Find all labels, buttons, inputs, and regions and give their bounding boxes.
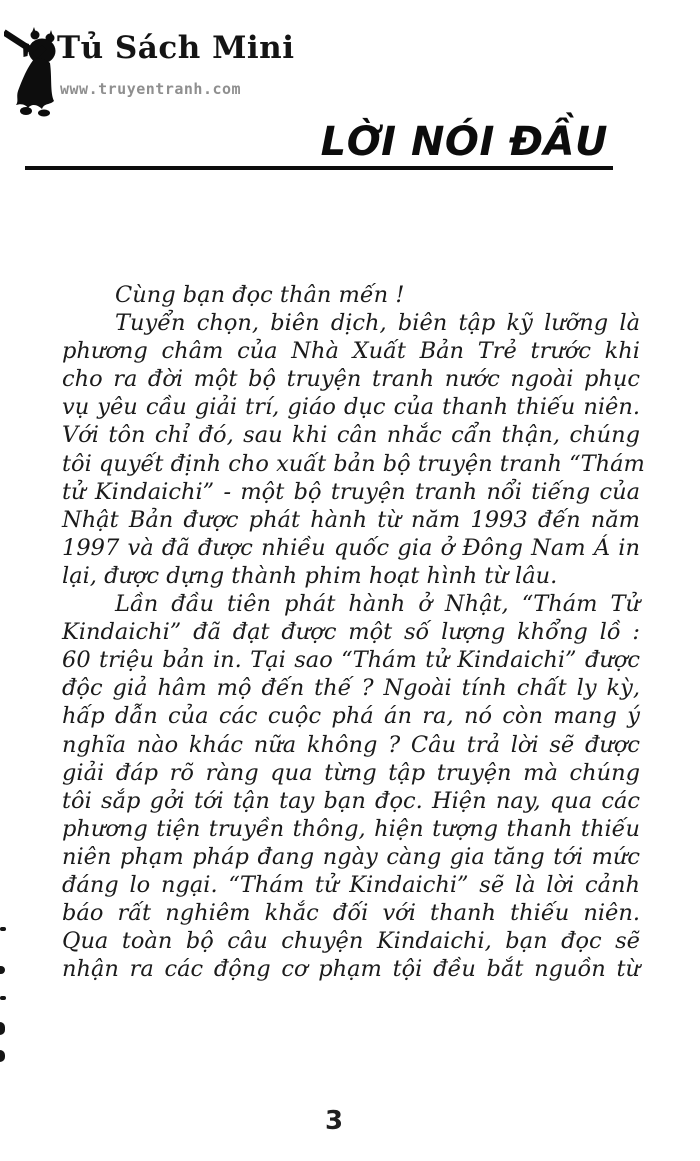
foreword-text [62, 281, 645, 983]
text-line: Cùng bạn đọc thân mến ! [115, 282, 405, 308]
title-underline [25, 166, 613, 170]
text-line: Lần đầu tiên phát hành ở Nhật, “Thám Tử [115, 591, 640, 618]
text-line: phương tiện truyền thông, hiện tượng thanh thiếu [62, 815, 640, 842]
scan-artifact [0, 927, 6, 931]
text-line: độc giả hâm mộ đến thế ? Ngoài tính chất ly kỳ, [62, 675, 640, 702]
text-line: hấp dẫn của các cuộc phá án ra, nó còn mang ý [62, 703, 640, 730]
scan-artifact [0, 966, 5, 974]
text-line: tôi quyết định cho xuất bản bộ truyện tranh “Thám [62, 450, 645, 477]
text-line: 60 triệu bản in. Tại sao “Thám tử Kindaichi” được [62, 647, 640, 674]
text-line: Nhật Bản được phát hành từ năm 1993 đến năm [62, 506, 640, 533]
text-line: báo rất nghiêm khắc đối với thanh thiếu niên. [62, 900, 640, 927]
page-title: LỜI NÓI ĐẦU [320, 119, 608, 165]
text-line: tôi sắp gởi tới tận tay bạn đọc. Hiện nay, qua các [62, 787, 640, 814]
text-line: vụ yêu cầu giải trí, giáo dục của thanh thiếu niên. [62, 394, 640, 421]
publisher-logo [0, 0, 295, 120]
mascot-icon [4, 13, 64, 121]
text-line: Qua toàn bộ câu chuyện Kindaichi, bạn đọc sẽ [62, 928, 640, 955]
text-line: đáng lo ngại. “Thám tử Kindaichi” sẽ là lời cảnh [62, 871, 640, 898]
text-line: Kindaichi” đã đạt được một số lượng khổng lồ : [62, 619, 640, 646]
text-line: niên phạm pháp đang ngày càng gia tăng tới mức [62, 843, 640, 870]
text-line: Với tôn chỉ đó, sau khi cân nhắc cẩn thận, chúng [62, 422, 640, 449]
text-line: nghĩa nào khác nữa không ? Câu trả lời sẽ được [62, 731, 640, 758]
text-line: giải đáp rõ ràng qua từng tập truyện mà chúng [62, 759, 640, 786]
scan-artifact [0, 1022, 5, 1035]
logo-title: Tủ Sách Mini [57, 30, 295, 66]
scan-artifact [0, 1050, 5, 1062]
text-line: tử Kindaichi” - một bộ truyện tranh nổi tiếng của [62, 478, 640, 505]
scan-artifact [0, 996, 6, 1000]
text-line: nhận ra các động cơ phạm tội đều bắt nguồn từ [62, 956, 640, 983]
text-line: phương châm của Nhà Xuất Bản Trẻ trước khi [62, 338, 640, 365]
logo-website: www.truyentranh.com [60, 80, 242, 98]
text-line: lại, được dựng thành phim hoạt hình từ lâu. [62, 562, 558, 589]
text-line: cho ra đời một bộ truyện tranh nước ngoài phục [62, 366, 640, 393]
text-line: 1997 và đã được nhiều quốc gia ở Đông Nam Á in [62, 534, 640, 561]
page-number: 3 [324, 1106, 344, 1136]
text-line: Tuyển chọn, biên dịch, biên tập kỹ lưỡng là [115, 310, 640, 337]
